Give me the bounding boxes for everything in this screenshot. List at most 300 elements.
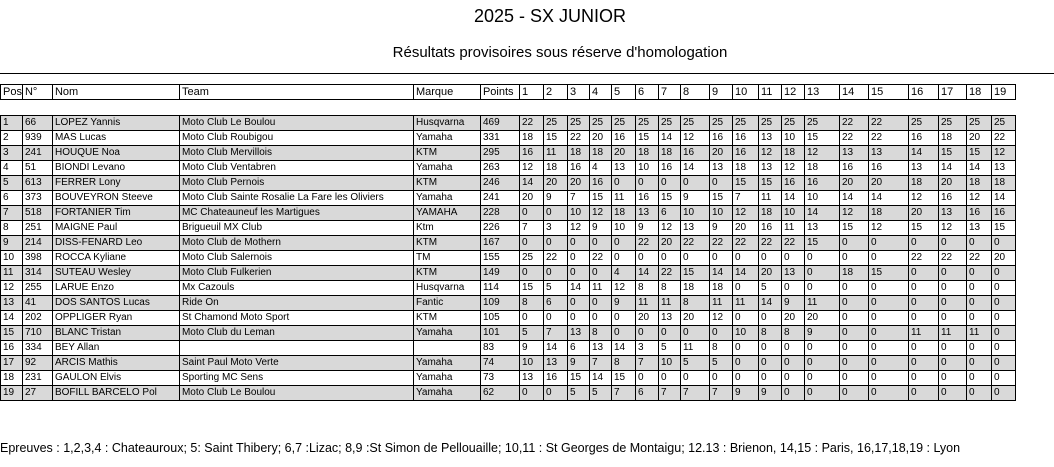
- table-row: [1, 371, 1016, 386]
- table-cell: 16: [804, 176, 839, 191]
- table-cell: 15: [732, 176, 758, 191]
- table-cell: 14: [732, 266, 758, 281]
- table-cell: 18: [709, 281, 732, 296]
- table-cell: 13: [758, 161, 781, 176]
- table-cell: 9: [611, 296, 635, 311]
- table-cell: 7: [543, 326, 567, 341]
- table-cell: 0: [804, 356, 839, 371]
- table-cell: 22: [908, 251, 938, 266]
- table-cell: 710: [22, 326, 52, 341]
- table-cell: 16: [519, 146, 543, 161]
- table-cell: 0: [709, 326, 732, 341]
- table-cell: Husqvarna: [413, 116, 480, 131]
- table-cell: 11: [543, 146, 567, 161]
- table-row: [1, 236, 1016, 251]
- table-cell: 25: [543, 116, 567, 131]
- table-cell: 15: [519, 281, 543, 296]
- table-cell: 16: [567, 161, 589, 176]
- table-cell: 0: [991, 296, 1015, 311]
- table-header-row: [1, 85, 1016, 100]
- table-cell: 16: [709, 131, 732, 146]
- table-cell: 0: [868, 296, 908, 311]
- table-cell: 5: [658, 341, 680, 356]
- table-cell: 398: [22, 251, 52, 266]
- table-cell: DISS-FENARD Leo: [52, 236, 179, 251]
- table-cell: 0: [804, 341, 839, 356]
- table-cell: Ktm: [413, 221, 480, 236]
- table-cell: 12: [680, 131, 709, 146]
- table-cell: 13: [658, 311, 680, 326]
- table-cell: 14: [567, 281, 589, 296]
- table-cell: 17: [1, 356, 23, 371]
- table-cell: 12: [781, 161, 804, 176]
- table-cell: 22: [991, 131, 1015, 146]
- table-cell: 373: [22, 191, 52, 206]
- table-cell: 0: [908, 296, 938, 311]
- table-cell: 14: [543, 341, 567, 356]
- table-cell: 20: [804, 311, 839, 326]
- table-cell: 10: [804, 191, 839, 206]
- table-cell: 5: [589, 386, 611, 401]
- table-cell: 0: [908, 266, 938, 281]
- table-cell: 15: [966, 146, 991, 161]
- table-cell: 20: [908, 206, 938, 221]
- table-cell: 22: [709, 236, 732, 251]
- table-cell: MC Chateauneuf les Martigues: [179, 206, 413, 221]
- table-cell: 0: [938, 356, 966, 371]
- table-cell: 314: [22, 266, 52, 281]
- table-cell: 5: [1, 176, 23, 191]
- table-cell: 7: [709, 386, 732, 401]
- spacer-cell: [413, 100, 480, 116]
- table-cell: 16: [680, 146, 709, 161]
- column-header: Nom: [52, 85, 179, 100]
- column-header: Marque: [413, 85, 480, 100]
- table-cell: 0: [991, 356, 1015, 371]
- table-cell: 7: [567, 191, 589, 206]
- table-cell: 13: [938, 206, 966, 221]
- table-cell: 20: [991, 251, 1015, 266]
- table-cell: 22: [966, 251, 991, 266]
- table-cell: 14: [635, 266, 658, 281]
- table-cell: 7: [611, 386, 635, 401]
- table-cell: 12: [868, 221, 908, 236]
- table-cell: Moto Club Pernois: [179, 176, 413, 191]
- table-cell: 0: [938, 266, 966, 281]
- table-cell: 6: [658, 206, 680, 221]
- table-cell: 20: [680, 311, 709, 326]
- table-cell: 25: [611, 116, 635, 131]
- table-cell: 0: [589, 236, 611, 251]
- table-cell: 14: [781, 191, 804, 206]
- table-cell: 5: [567, 386, 589, 401]
- table-cell: 20: [966, 131, 991, 146]
- table-cell: 518: [22, 206, 52, 221]
- table-cell: 14: [658, 131, 680, 146]
- table-cell: 0: [804, 251, 839, 266]
- column-header: Team: [179, 85, 413, 100]
- table-cell: 11: [658, 296, 680, 311]
- table-cell: 12: [709, 311, 732, 326]
- table-cell: 0: [543, 266, 567, 281]
- page-subtitle: Résultats provisoires sous réserve d'homologation: [392, 44, 728, 61]
- table-cell: 0: [839, 236, 868, 251]
- table-cell: 0: [519, 386, 543, 401]
- table-cell: 25: [781, 116, 804, 131]
- table-cell: 12: [567, 221, 589, 236]
- table-cell: 202: [22, 311, 52, 326]
- table-row: [1, 131, 1016, 146]
- table-cell: Brigueuil MX Club: [179, 221, 413, 236]
- spacer-cell: [52, 100, 179, 116]
- table-cell: MAS Lucas: [52, 131, 179, 146]
- table-cell: 0: [781, 371, 804, 386]
- table-cell: 10: [709, 206, 732, 221]
- spacer-cell: [519, 100, 543, 116]
- table-cell: 0: [758, 251, 781, 266]
- table-cell: 8: [589, 326, 611, 341]
- table-cell: 0: [589, 311, 611, 326]
- table-row: [1, 116, 1016, 131]
- table-cell: 20: [635, 311, 658, 326]
- table-cell: 7: [635, 356, 658, 371]
- table-cell: 25: [519, 251, 543, 266]
- table-cell: 0: [868, 386, 908, 401]
- table-cell: 18: [543, 161, 567, 176]
- table-cell: 11: [635, 296, 658, 311]
- table-cell: 0: [804, 386, 839, 401]
- table-cell: 0: [519, 266, 543, 281]
- spacer-cell: [966, 100, 991, 116]
- table-cell: 0: [567, 311, 589, 326]
- table-cell: 11: [589, 281, 611, 296]
- table-cell: 0: [543, 206, 567, 221]
- table-cell: 9: [1, 236, 23, 251]
- table-cell: 0: [839, 326, 868, 341]
- table-cell: 11: [938, 326, 966, 341]
- table-cell: 8: [781, 326, 804, 341]
- table-cell: 20: [658, 236, 680, 251]
- table-cell: 12: [966, 191, 991, 206]
- table-cell: 263: [480, 161, 519, 176]
- table-cell: 0: [868, 356, 908, 371]
- table-cell: 83: [480, 341, 519, 356]
- table-cell: 241: [480, 191, 519, 206]
- table-cell: 6: [1, 191, 23, 206]
- table-cell: Yamaha: [413, 161, 480, 176]
- table-cell: 20: [839, 176, 868, 191]
- column-header: 8: [680, 85, 709, 100]
- table-cell: 0: [868, 311, 908, 326]
- table-cell: 15: [804, 131, 839, 146]
- table-cell: 13: [1, 296, 23, 311]
- table-cell: 18: [781, 146, 804, 161]
- table-cell: 13: [543, 356, 567, 371]
- table-cell: 18: [519, 131, 543, 146]
- table-cell: 5: [543, 281, 567, 296]
- table-row: [1, 266, 1016, 281]
- results-table: [0, 84, 1016, 401]
- table-cell: 0: [938, 371, 966, 386]
- table-cell: 9: [680, 191, 709, 206]
- table-cell: 0: [839, 386, 868, 401]
- table-cell: 0: [839, 371, 868, 386]
- table-cell: 4: [589, 161, 611, 176]
- table-cell: 14: [868, 191, 908, 206]
- table-cell: 331: [480, 131, 519, 146]
- table-cell: BOFILL BARCELO Pol: [52, 386, 179, 401]
- table-cell: 0: [908, 236, 938, 251]
- table-cell: DOS SANTOS Lucas: [52, 296, 179, 311]
- table-row: [1, 251, 1016, 266]
- column-header: 10: [732, 85, 758, 100]
- table-cell: 14: [804, 206, 839, 221]
- table-cell: Moto Club Le Boulou: [179, 386, 413, 401]
- table-row: [1, 341, 1016, 356]
- table-row: [1, 311, 1016, 326]
- table-cell: 16: [1, 341, 23, 356]
- table-cell: 226: [480, 221, 519, 236]
- table-cell: 0: [839, 341, 868, 356]
- table-cell: 13: [781, 266, 804, 281]
- table-cell: 0: [567, 236, 589, 251]
- table-cell: 22: [543, 251, 567, 266]
- table-cell: 0: [567, 266, 589, 281]
- table-cell: 22: [758, 236, 781, 251]
- table-cell: 0: [868, 341, 908, 356]
- table-cell: 0: [635, 176, 658, 191]
- table-cell: 22: [839, 116, 868, 131]
- table-cell: BOUVEYRON Steeve: [52, 191, 179, 206]
- table-cell: 10: [635, 161, 658, 176]
- table-cell: [413, 341, 480, 356]
- table-cell: 295: [480, 146, 519, 161]
- table-cell: 0: [611, 176, 635, 191]
- table-body: [1, 100, 1016, 401]
- table-cell: 9: [732, 386, 758, 401]
- table-cell: 0: [938, 386, 966, 401]
- table-cell: 25: [709, 116, 732, 131]
- table-cell: 22: [732, 236, 758, 251]
- table-cell: 20: [938, 176, 966, 191]
- table-cell: 0: [868, 326, 908, 341]
- table-cell: 9: [543, 191, 567, 206]
- table-cell: 0: [611, 311, 635, 326]
- spacer-cell: [781, 100, 804, 116]
- table-cell: 12: [611, 281, 635, 296]
- table-cell: 0: [611, 251, 635, 266]
- table-cell: 20: [709, 146, 732, 161]
- table-cell: 0: [709, 176, 732, 191]
- table-cell: 13: [567, 326, 589, 341]
- table-cell: 7: [680, 386, 709, 401]
- table-cell: 15: [868, 266, 908, 281]
- table-cell: Yamaha: [413, 131, 480, 146]
- table-cell: 25: [908, 116, 938, 131]
- table-row: [1, 176, 1016, 191]
- table-cell: 13: [991, 161, 1015, 176]
- table-cell: 0: [543, 236, 567, 251]
- spacer-cell: [804, 100, 839, 116]
- table-cell: 15: [1, 326, 23, 341]
- table-row: [1, 281, 1016, 296]
- table-cell: 20: [567, 176, 589, 191]
- table-cell: 0: [839, 356, 868, 371]
- table-cell: 15: [908, 221, 938, 236]
- table-cell: Ride On: [179, 296, 413, 311]
- table-cell: 13: [908, 161, 938, 176]
- table-cell: 19: [1, 386, 23, 401]
- column-header: 13: [804, 85, 839, 100]
- table-cell: 92: [22, 356, 52, 371]
- table-cell: 12: [1, 281, 23, 296]
- table-cell: 3: [635, 341, 658, 356]
- table-cell: 14: [519, 176, 543, 191]
- table-cell: HOUQUE Noa: [52, 146, 179, 161]
- table-cell: 0: [966, 281, 991, 296]
- table-cell: 13: [680, 221, 709, 236]
- table-cell: 15: [709, 191, 732, 206]
- table-cell: 15: [589, 191, 611, 206]
- table-cell: 0: [868, 281, 908, 296]
- table-cell: 9: [709, 221, 732, 236]
- table-cell: 0: [966, 341, 991, 356]
- table-cell: 7: [1, 206, 23, 221]
- table-cell: KTM: [413, 176, 480, 191]
- table-cell: 0: [804, 266, 839, 281]
- table-cell: 66: [22, 116, 52, 131]
- table-cell: 0: [839, 296, 868, 311]
- table-cell: 11: [611, 191, 635, 206]
- table-cell: LARUE Enzo: [52, 281, 179, 296]
- table-row: [1, 221, 1016, 236]
- table-cell: 7: [732, 191, 758, 206]
- table-cell: 0: [781, 356, 804, 371]
- table-cell: 8: [611, 356, 635, 371]
- table-cell: Fantic: [413, 296, 480, 311]
- spacer-cell: [589, 100, 611, 116]
- spacer-cell: [22, 100, 52, 116]
- spacer-cell: [758, 100, 781, 116]
- table-row: [1, 146, 1016, 161]
- column-header: 14: [839, 85, 868, 100]
- table-cell: 25: [658, 116, 680, 131]
- table-cell: 10: [781, 206, 804, 221]
- spacer-cell: [868, 100, 908, 116]
- spacer-cell: [635, 100, 658, 116]
- page-title: 2025 - SX JUNIOR: [473, 6, 627, 26]
- table-cell: 16: [635, 191, 658, 206]
- table-cell: 12: [758, 146, 781, 161]
- table-cell: 0: [991, 326, 1015, 341]
- table-cell: 13: [519, 371, 543, 386]
- spacer-cell: [480, 100, 519, 116]
- table-cell: 18: [658, 146, 680, 161]
- table-cell: 41: [22, 296, 52, 311]
- table-cell: [179, 341, 413, 356]
- table-cell: Saint Paul Moto Verte: [179, 356, 413, 371]
- table-cell: 13: [966, 221, 991, 236]
- table-cell: 12: [938, 221, 966, 236]
- table-cell: 6: [543, 296, 567, 311]
- table-cell: 12: [804, 146, 839, 161]
- table-cell: 15: [543, 131, 567, 146]
- table-cell: 0: [781, 251, 804, 266]
- table-cell: 0: [908, 386, 938, 401]
- table-cell: 18: [732, 161, 758, 176]
- table-cell: 22: [839, 131, 868, 146]
- table-cell: 0: [519, 206, 543, 221]
- table-cell: 9: [758, 386, 781, 401]
- table-row: [1, 326, 1016, 341]
- table-cell: 13: [709, 161, 732, 176]
- table-cell: 0: [635, 326, 658, 341]
- column-header: 5: [611, 85, 635, 100]
- table-cell: 0: [938, 236, 966, 251]
- table-cell: LOPEZ Yannis: [52, 116, 179, 131]
- table-cell: SUTEAU Wesley: [52, 266, 179, 281]
- column-header: N°: [22, 85, 52, 100]
- table-cell: 14: [589, 371, 611, 386]
- table-cell: 0: [938, 296, 966, 311]
- table-cell: 0: [868, 251, 908, 266]
- table-cell: 228: [480, 206, 519, 221]
- table-cell: 25: [567, 116, 589, 131]
- table-cell: 22: [938, 251, 966, 266]
- column-header: 18: [966, 85, 991, 100]
- table-cell: 20: [732, 221, 758, 236]
- table-cell: 0: [680, 326, 709, 341]
- table-cell: 14: [1, 311, 23, 326]
- table-cell: 0: [991, 311, 1015, 326]
- table-cell: 16: [868, 161, 908, 176]
- table-cell: 11: [758, 191, 781, 206]
- table-cell: Moto Club Salernois: [179, 251, 413, 266]
- table-cell: 25: [804, 116, 839, 131]
- table-cell: 16: [758, 221, 781, 236]
- table-cell: 0: [589, 296, 611, 311]
- table-cell: Moto Club Ventabren: [179, 161, 413, 176]
- table-cell: 18: [966, 176, 991, 191]
- table-row: [1, 356, 1016, 371]
- spacer-cell: [543, 100, 567, 116]
- table-cell: St Chamond Moto Sport: [179, 311, 413, 326]
- table-cell: 0: [658, 176, 680, 191]
- table-cell: 10: [781, 131, 804, 146]
- table-cell: 5: [709, 356, 732, 371]
- spacer-cell: [908, 100, 938, 116]
- table-cell: 214: [22, 236, 52, 251]
- table-cell: 22: [589, 251, 611, 266]
- table-cell: 15: [658, 191, 680, 206]
- table-cell: 4: [611, 266, 635, 281]
- table-row: [1, 296, 1016, 311]
- table-cell: 8: [635, 281, 658, 296]
- table-cell: 8: [680, 296, 709, 311]
- table-cell: 0: [781, 386, 804, 401]
- table-cell: 20: [543, 176, 567, 191]
- table-cell: ROCCA Kyliane: [52, 251, 179, 266]
- table-cell: 20: [611, 146, 635, 161]
- spacer-cell: [1, 100, 23, 116]
- table-cell: 16: [938, 191, 966, 206]
- table-cell: 0: [680, 176, 709, 191]
- table-cell: 10: [519, 356, 543, 371]
- table-cell: 11: [781, 221, 804, 236]
- table-cell: 0: [966, 386, 991, 401]
- table-cell: 0: [938, 311, 966, 326]
- table-cell: 16: [732, 131, 758, 146]
